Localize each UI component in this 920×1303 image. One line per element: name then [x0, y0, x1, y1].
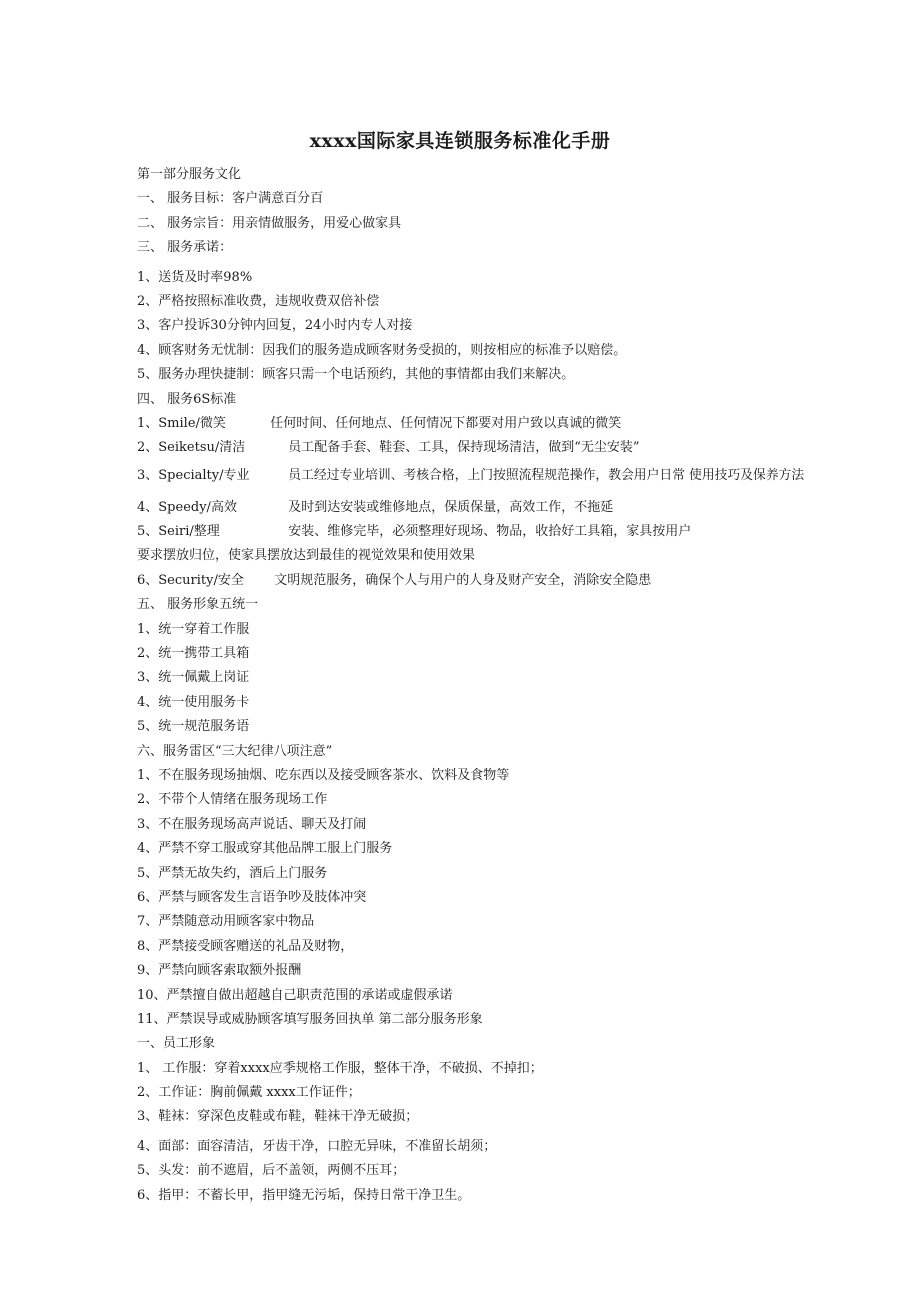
item-description: 及时到达安装或维修地点，保质保量，高效工作，不拖延	[288, 499, 614, 515]
list-item	[137, 496, 877, 520]
section-heading: 一、员工形象	[137, 1036, 216, 1052]
list-item: 4、面部：面容清洁，牙齿干净，口腔无异味，不准留长胡须；	[137, 1138, 497, 1154]
list-item: 3、客户投诉30分钟内回复，24小时内专人对接	[137, 318, 413, 334]
item-number: 5、	[137, 524, 159, 540]
list-item	[137, 461, 877, 491]
list-item: 5、统一规范服务语	[137, 719, 250, 735]
list-item: 2、统一携带工具箱	[137, 646, 250, 662]
section-heading: 四、 服务6S标准	[137, 391, 237, 407]
list-item: 4、顾客财务无忧制：因我们的服务造成顾客财务受损的，则按相应的标准予以赔偿。	[137, 342, 627, 358]
item-term: Seiri/整理	[158, 524, 220, 540]
item-description: 安装、维修完毕，必须整理好现场、物品，收拾好工具箱，家具按用户	[288, 524, 692, 540]
list-item	[137, 436, 877, 460]
item-description: 文明规范服务，确保个人与用户的人身及财产安全，消除安全隐患	[274, 572, 652, 588]
list-item: 7、严禁随意动用顾客家中物品	[137, 914, 315, 930]
list-item: 5、头发：前不遮眉，后不盖领，两侧不压耳；	[137, 1163, 406, 1179]
list-item: 2、严格按照标准收费，违规收费双倍补偿	[137, 293, 380, 309]
list-item: 6、指甲：不蓄长甲，指甲缝无污垢，保持日常干净卫生。	[137, 1187, 471, 1203]
list-item	[137, 569, 877, 593]
item-term: Security/安全	[158, 572, 244, 588]
section-heading: 二、 服务宗旨：用亲情做服务，用爱心做家具	[137, 215, 402, 231]
list-item: 1、统一穿着工作服	[137, 621, 250, 637]
part-heading: 第一部分服务文化	[137, 167, 242, 182]
list-item: 3、统一佩戴上岗证	[137, 670, 250, 686]
item-description: 员工配备手套、鞋套、工具，保持现场清洁，做到“无尘安装”	[288, 440, 640, 456]
item-number: 4、	[137, 499, 159, 515]
list-item: 1、不在服务现场抽烟、吃东西以及接受顾客茶水、饮料及食物等	[137, 767, 510, 783]
section-heading: 六、服务雷区“三大纪律八项注意”	[137, 743, 333, 759]
item-description: 员工经过专业培训、考核合格，上门按照流程规范操作，教会用户日常 使用技巧及保养方法	[288, 467, 805, 483]
list-item	[137, 520, 877, 544]
item-term: Speedy/高效	[158, 499, 237, 515]
list-item: 11、严禁误导或威胁顾客填写服务回执单 第二部分服务形象	[137, 1011, 483, 1027]
section-heading: 一、 服务目标：客户满意百分百	[137, 191, 324, 207]
list-item: 10、严禁擅自做出超越自己职责范围的承诺或虚假承诺	[137, 987, 453, 1003]
document-title: xxxx国际家具连锁服务标准化手册	[309, 130, 611, 152]
list-item: 1、送货及时率98%	[137, 269, 253, 285]
list-item: 6、严禁与顾客发生言语争吵及肢体冲突	[137, 889, 367, 905]
list-item: 3、不在服务现场高声说话、聊天及打闹	[137, 816, 367, 832]
list-item: 2、工作证：胸前佩戴 xxxx工作证件；	[137, 1085, 361, 1101]
item-description: 任何时间、任何地点、任何情况下都要对用户致以真诚的微笑	[270, 415, 622, 431]
item-number: 3、	[137, 467, 159, 483]
list-item: 8、严禁接受顾客赠送的礼品及财物，	[137, 938, 354, 954]
section-heading: 五、 服务形象五统一	[137, 597, 259, 613]
list-item: 1、 工作服：穿着xxxx应季规格工作服，整体干净，不破损、不掉扣；	[137, 1060, 543, 1076]
item-term: Specialty/专业	[158, 467, 250, 483]
item-number: 2、	[137, 440, 159, 456]
list-item: 4、严禁不穿工服或穿其他品牌工服上门服务	[137, 841, 393, 857]
list-item	[137, 412, 877, 436]
list-item-continuation: 要求摆放归位，使家具摆放达到最佳的视觉效果和使用效果	[137, 548, 476, 564]
document-body	[137, 163, 877, 1208]
list-item: 5、服务办理快捷制：顾客只需一个电话预约，其他的事情都由我们来解决。	[137, 367, 575, 383]
list-item: 9、严禁向顾客索取额外报酬	[137, 963, 302, 979]
item-number: 1、	[137, 415, 159, 431]
list-item: 5、严禁无故失约，酒后上门服务	[137, 865, 328, 881]
list-item: 3、鞋袜：穿深色皮鞋或布鞋，鞋袜干净无破损；	[137, 1109, 419, 1125]
list-item: 4、统一使用服务卡	[137, 694, 250, 710]
item-number: 6、	[137, 572, 159, 588]
item-term: Seiketsu/清洁	[158, 440, 246, 456]
list-item: 2、不带个人情绪在服务现场工作	[137, 792, 328, 808]
item-term: Smile/微笑	[158, 415, 226, 431]
section-heading: 三、 服务承诺：	[137, 240, 233, 256]
